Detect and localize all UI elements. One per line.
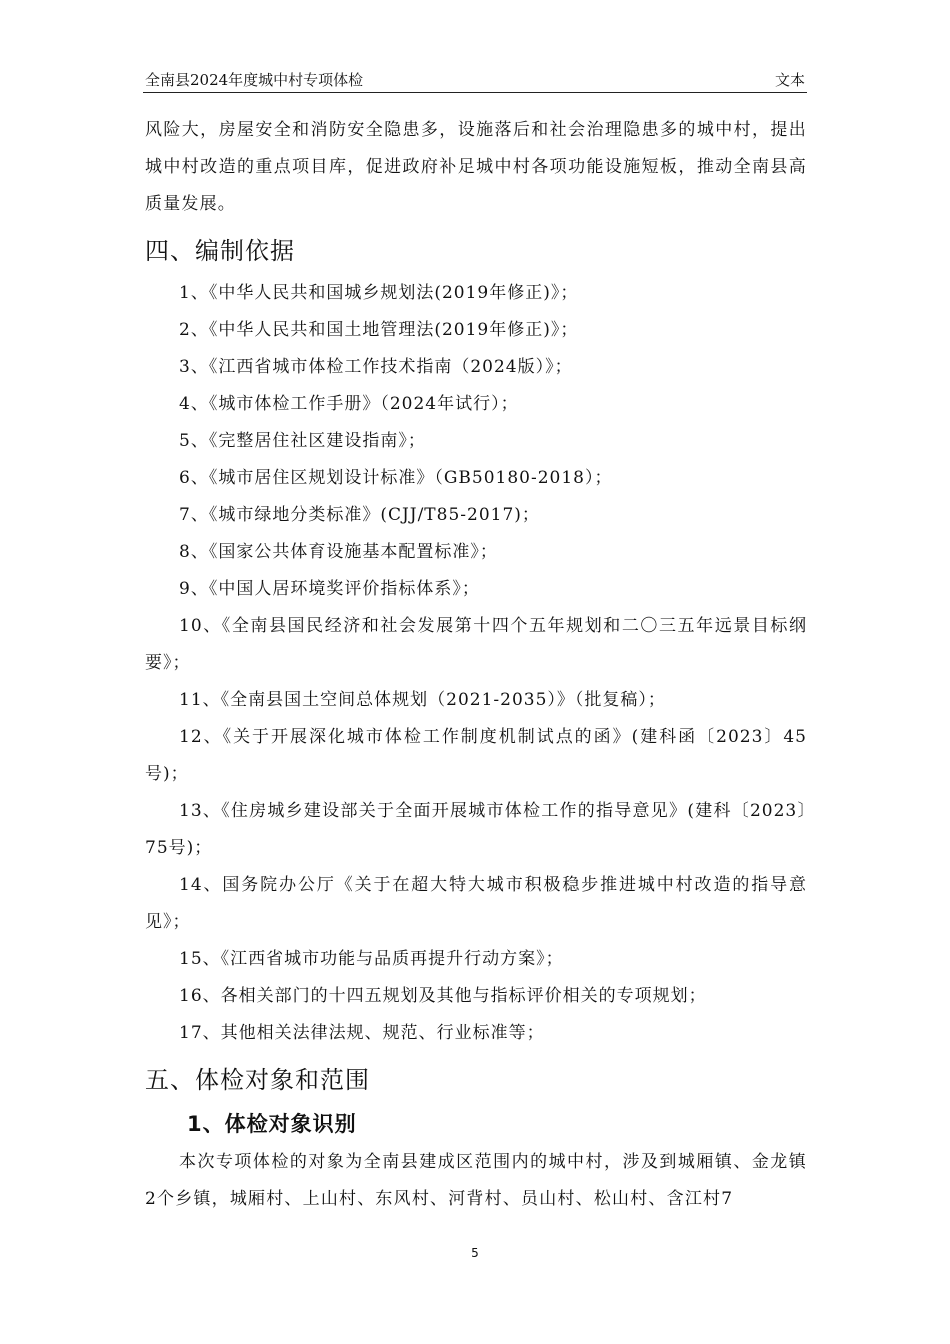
- page-content: [145, 112, 807, 1218]
- basis-item-12: 12、《关于开展深化城市体检工作制度机制试点的函》(建科函〔2023〕45号)；: [145, 727, 807, 784]
- basis-list: [145, 275, 807, 1052]
- intro-paragraph: 风险大，房屋安全和消防安全隐患多，设施落后和社会治理隐患多的城中村，提出城中村改造的重点项目库，促进政府补足城中村各项功能设施短板，推动全南县高质量发展。: [145, 120, 807, 214]
- basis-item-15: 15、《江西省城市功能与品质再提升行动方案》；: [179, 949, 564, 969]
- page-number: 5: [471, 1246, 479, 1260]
- section-5-heading: 五、体检对象和范围: [145, 1066, 370, 1094]
- basis-item-8: 8、《国家公共体育设施基本配置标准》；: [179, 542, 498, 562]
- subsection-1-paragraph: 本次专项体检的对象为全南县建成区范围内的城中村，涉及到城厢镇、金龙镇2个乡镇，城厢村、上山村、东风村、河背村、员山村、松山村、含江村7: [145, 1152, 807, 1209]
- header-title: 全南县2024年度城中村专项体检: [145, 71, 364, 89]
- basis-item-2: 2、《中华人民共和国土地管理法(2019年修正)》；: [179, 320, 579, 340]
- page-header: [143, 68, 807, 93]
- basis-item-11: 11、《全南县国土空间总体规划（2021-2035）》（批复稿）；: [179, 690, 666, 710]
- basis-item-1: 1、《中华人民共和国城乡规划法(2019年修正)》；: [179, 283, 579, 303]
- basis-item-9: 9、《中国人居环境奖评价指标体系》；: [179, 579, 480, 599]
- basis-item-17: 17、其他相关法律法规、规范、行业标准等；: [179, 1023, 545, 1043]
- subsection-1-heading: 1、体检对象识别: [187, 1112, 357, 1136]
- basis-item-14: 14、国务院办公厅《关于在超大特大城市积极稳步推进城中村改造的指导意见》；: [145, 875, 807, 932]
- header-label: 文本: [774, 71, 805, 89]
- basis-item-13: 13、《住房城乡建设部关于全面开展城市体检工作的指导意见》(建科〔2023〕75号)；: [145, 801, 807, 858]
- section-4-heading: 四、编制依据: [145, 237, 295, 265]
- basis-item-10: 10、《全南县国民经济和社会发展第十四个五年规划和二〇三五年远景目标纲要》；: [145, 616, 807, 673]
- basis-item-5: 5、《完整居住社区建设指南》；: [179, 431, 426, 451]
- basis-item-16: 16、各相关部门的十四五规划及其他与指标评价相关的专项规划；: [179, 986, 707, 1006]
- basis-item-4: 4、《城市体检工作手册》（2024年试行）；: [179, 394, 519, 414]
- basis-item-3: 3、《江西省城市体检工作技术指南（2024版）》；: [179, 357, 573, 377]
- basis-item-7: 7、《城市绿地分类标准》(CJJ/T85-2017)；: [179, 505, 540, 525]
- basis-item-6: 6、《城市居住区规划设计标准》（GB50180-2018）；: [179, 468, 613, 488]
